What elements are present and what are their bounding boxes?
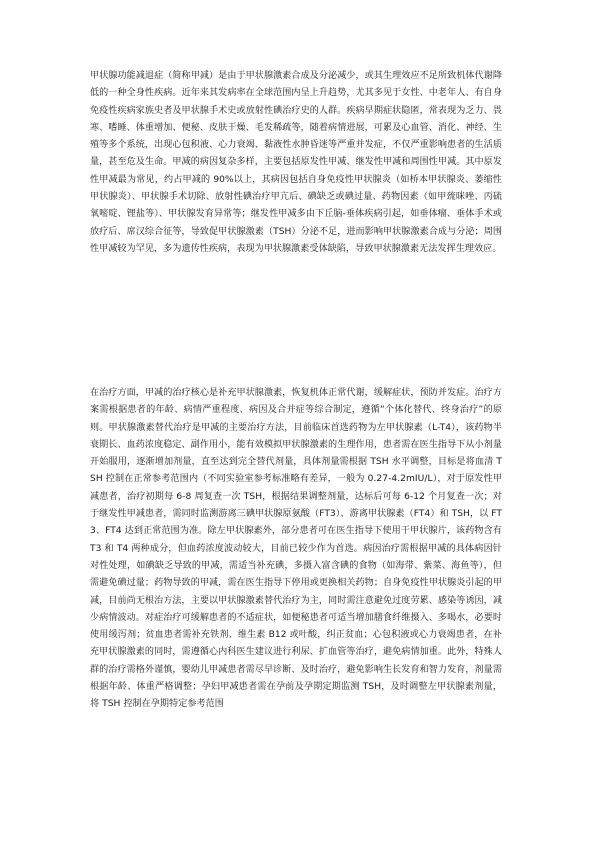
- paragraph-etiology: 甲状腺功能减退症（简称甲减）是由于甲状腺激素合成及分泌减少，或其生理效应不足所致机体代谢降低的一种全身性疾病。近年来其发病率在全球范围内呈上升趋势，尤其多见于女性、中老年人、有自身免疫性疾病家族史者及甲状腺手术史或放射性碘治疗史的人群。疾病早期症状隐匿，常表现为乏力、畏寒、嗜睡、体重增加、便秘、皮肤干燥、毛发稀疏等，随着病情进展，可累及心血管、消化、神经、生殖等多个系统，出现心包积液、心力衰竭、黏液性水肿昏迷等严重并发症，不仅严重影响患者的生活质量，甚至危及生命。甲减的病因复杂多样，主要包括原发性甲减、继发性甲减和周围性甲减。其中原发性甲减最为常见，约占甲减的 90%以上，其病因包括自身免疫性甲状腺炎（如桥本甲状腺炎、萎缩性甲状腺炎）、甲状腺手术切除、放射性碘治疗甲亢后、碘缺乏或碘过量、药物因素（如甲巯咪唑、丙硫氧嘧啶、锂盐等）、甲状腺发育异常等；继发性甲减多由下丘脑-垂体疾病引起，如垂体瘤、垂体手术或放疗后、席汉综合征等，导致促甲状腺激素（TSH）分泌不足，进而影响甲状腺激素合成与分泌；周围性甲减较为罕见，多为遗传性疾病，表现为甲状腺激素受体缺陷，导致甲状腺激素无法发挥生理效应。: [90, 71, 502, 254]
- paragraph-treatment: 在治疗方面，甲减的治疗核心是补充甲状腺激素，恢复机体正常代谢，缓解症状，预防并发症。治疗方案需根据患者的年龄、病情严重程度、病因及合并症等综合制定，遵循“个体化替代、终身治疗”的原则。甲状腺激素替代治疗是甲减的主要治疗方法，目前临床首选药物为左甲状腺素（L-T4），该药物半衰期长、血药浓度稳定、副作用小，能有效模拟甲状腺激素的生理作用，患者需在医生指导下从小剂量开始服用，逐渐增加剂量，直至达到完全替代剂量，具体剂量需根据 TSH 水平调整，目标是将血清 TSH 控制在正常参考范围内（不同实验室参考标准略有差异，一般为 0.27-4.2mIU/L），对于原发性甲减患者，治疗初期每 6-8 周复查一次 TSH，根据结果调整剂量，达标后可每 6-12 个月复查一次；对于继发性甲减患者，需同时监测游离三碘甲状腺原氨酸（FT3）、游离甲状腺素（FT4）和 TSH，以 FT3、FT4 达到正常范围为准。除左甲状腺素外，部分患者可在医生指导下使用干甲状腺片，该药物含有 T3 和 T4 两种成分，但血药浓度波动较大，目前已较少作为首选。病因治疗需根据甲减的具体病因针对性处理，如碘缺乏导致的甲减，需适当补充碘，多摄入富含碘的食物（如海带、紫菜、海鱼等），但需避免碘过量；药物导致的甲减，需在医生指导下停用或更换相关药物；自身免疫性甲状腺炎引起的甲减，目前尚无根治方法，主要以甲状腺激素替代治疗为主，同时需注意避免过度劳累、感染等诱因，减少病情波动。对症治疗可缓解患者的不适症状，如便秘患者可适当增加膳食纤维摄入、多喝水，必要时使用缓泻剂；贫血患者需补充铁剂、维生素 B12 或叶酸，纠正贫血；心包积液或心力衰竭患者，在补充甲状腺激素的同时，需遵循心内科医生建议进行利尿、扩血管等治疗，避免病情加重。此外，特殊人群的治疗需格外谨慎，婴幼儿甲减患者需尽早诊断、及时治疗，避免影响生长发育和智力发育，剂量需根据年龄、体重严格调整；孕妇甲减患者需在孕前及孕期定期监测 TSH，及时调整左甲状腺素剂量，将 TSH 控制在孕期特定参考范围: [90, 388, 502, 710]
